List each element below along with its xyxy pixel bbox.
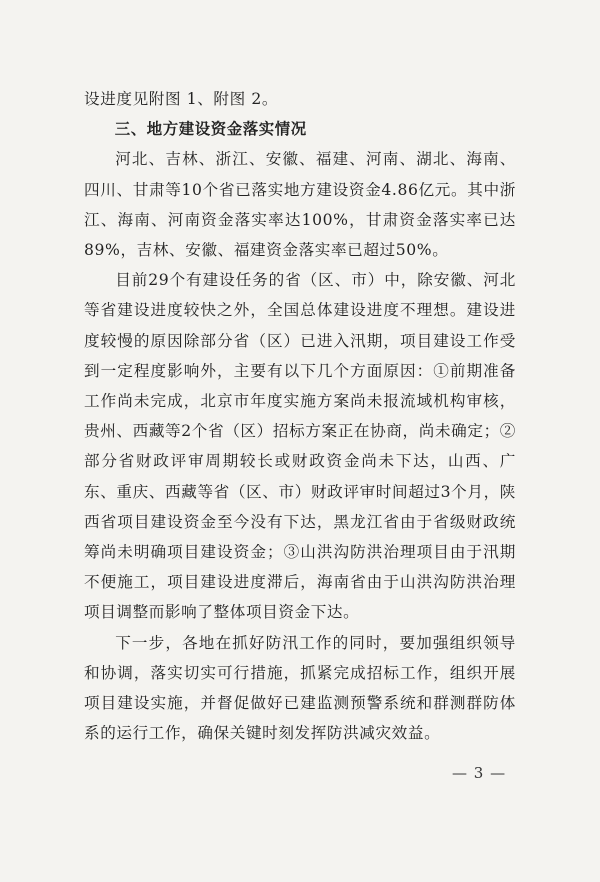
paragraph-continuation: 设进度见附图 1、附图 2。 xyxy=(84,90,279,108)
paragraph-progress-reasons: 目前29个有建设任务的省（区、市）中，除安徽、河北等省建设进度较快之外，全国总体建设进度不理想。建设进度较慢的原因除部分省（区）已进入汛期，项目建设工作受到一定程度影响外，主要有以下几个方面原因：①前期准备工作尚未完成，北京市年度实施方案尚未报流域机构审核，贵州、西藏等2个省（区）招标方案正在协商，尚未确定；②部分省财政评审周期较长或财政资金尚未下达，山西、广东、重庆、西藏等省（区、市）财政评审时间超过3个月，陕西省项目建设资金至今没有下达，黑龙江省由于省级财政统筹尚未明确项目建设资金；③山洪沟防洪治理项目由于汛期不便施工，项目建设进度滞后，海南省由于山洪沟防洪治理项目调整而影响了整体项目资金下达。 xyxy=(84,271,516,622)
paragraph-next-steps: 下一步，各地在抓好防汛工作的同时，要加强组织领导和协调，落实切实可行措施，抓紧完成招标工作，组织开展项目建设实施，并督促做好已建监测预警系统和群测群防体系的运行工作，确保关键时刻发挥防洪减灾效益。 xyxy=(84,633,516,743)
section-heading: 三、地方建设资金落实情况 xyxy=(114,120,307,139)
page-number: — 3 — xyxy=(452,764,507,782)
paragraph-funding: 河北、吉林、浙江、安徽、福建、河南、湖北、海南、四川、甘肃等10个省已落实地方建设资金4.86亿元。其中浙江、海南、河南资金落实率达100%，甘肃资金落实率已达89%，吉林、安徽、福建资金落实率已超过50%。 xyxy=(84,150,516,260)
document-body xyxy=(84,84,516,748)
